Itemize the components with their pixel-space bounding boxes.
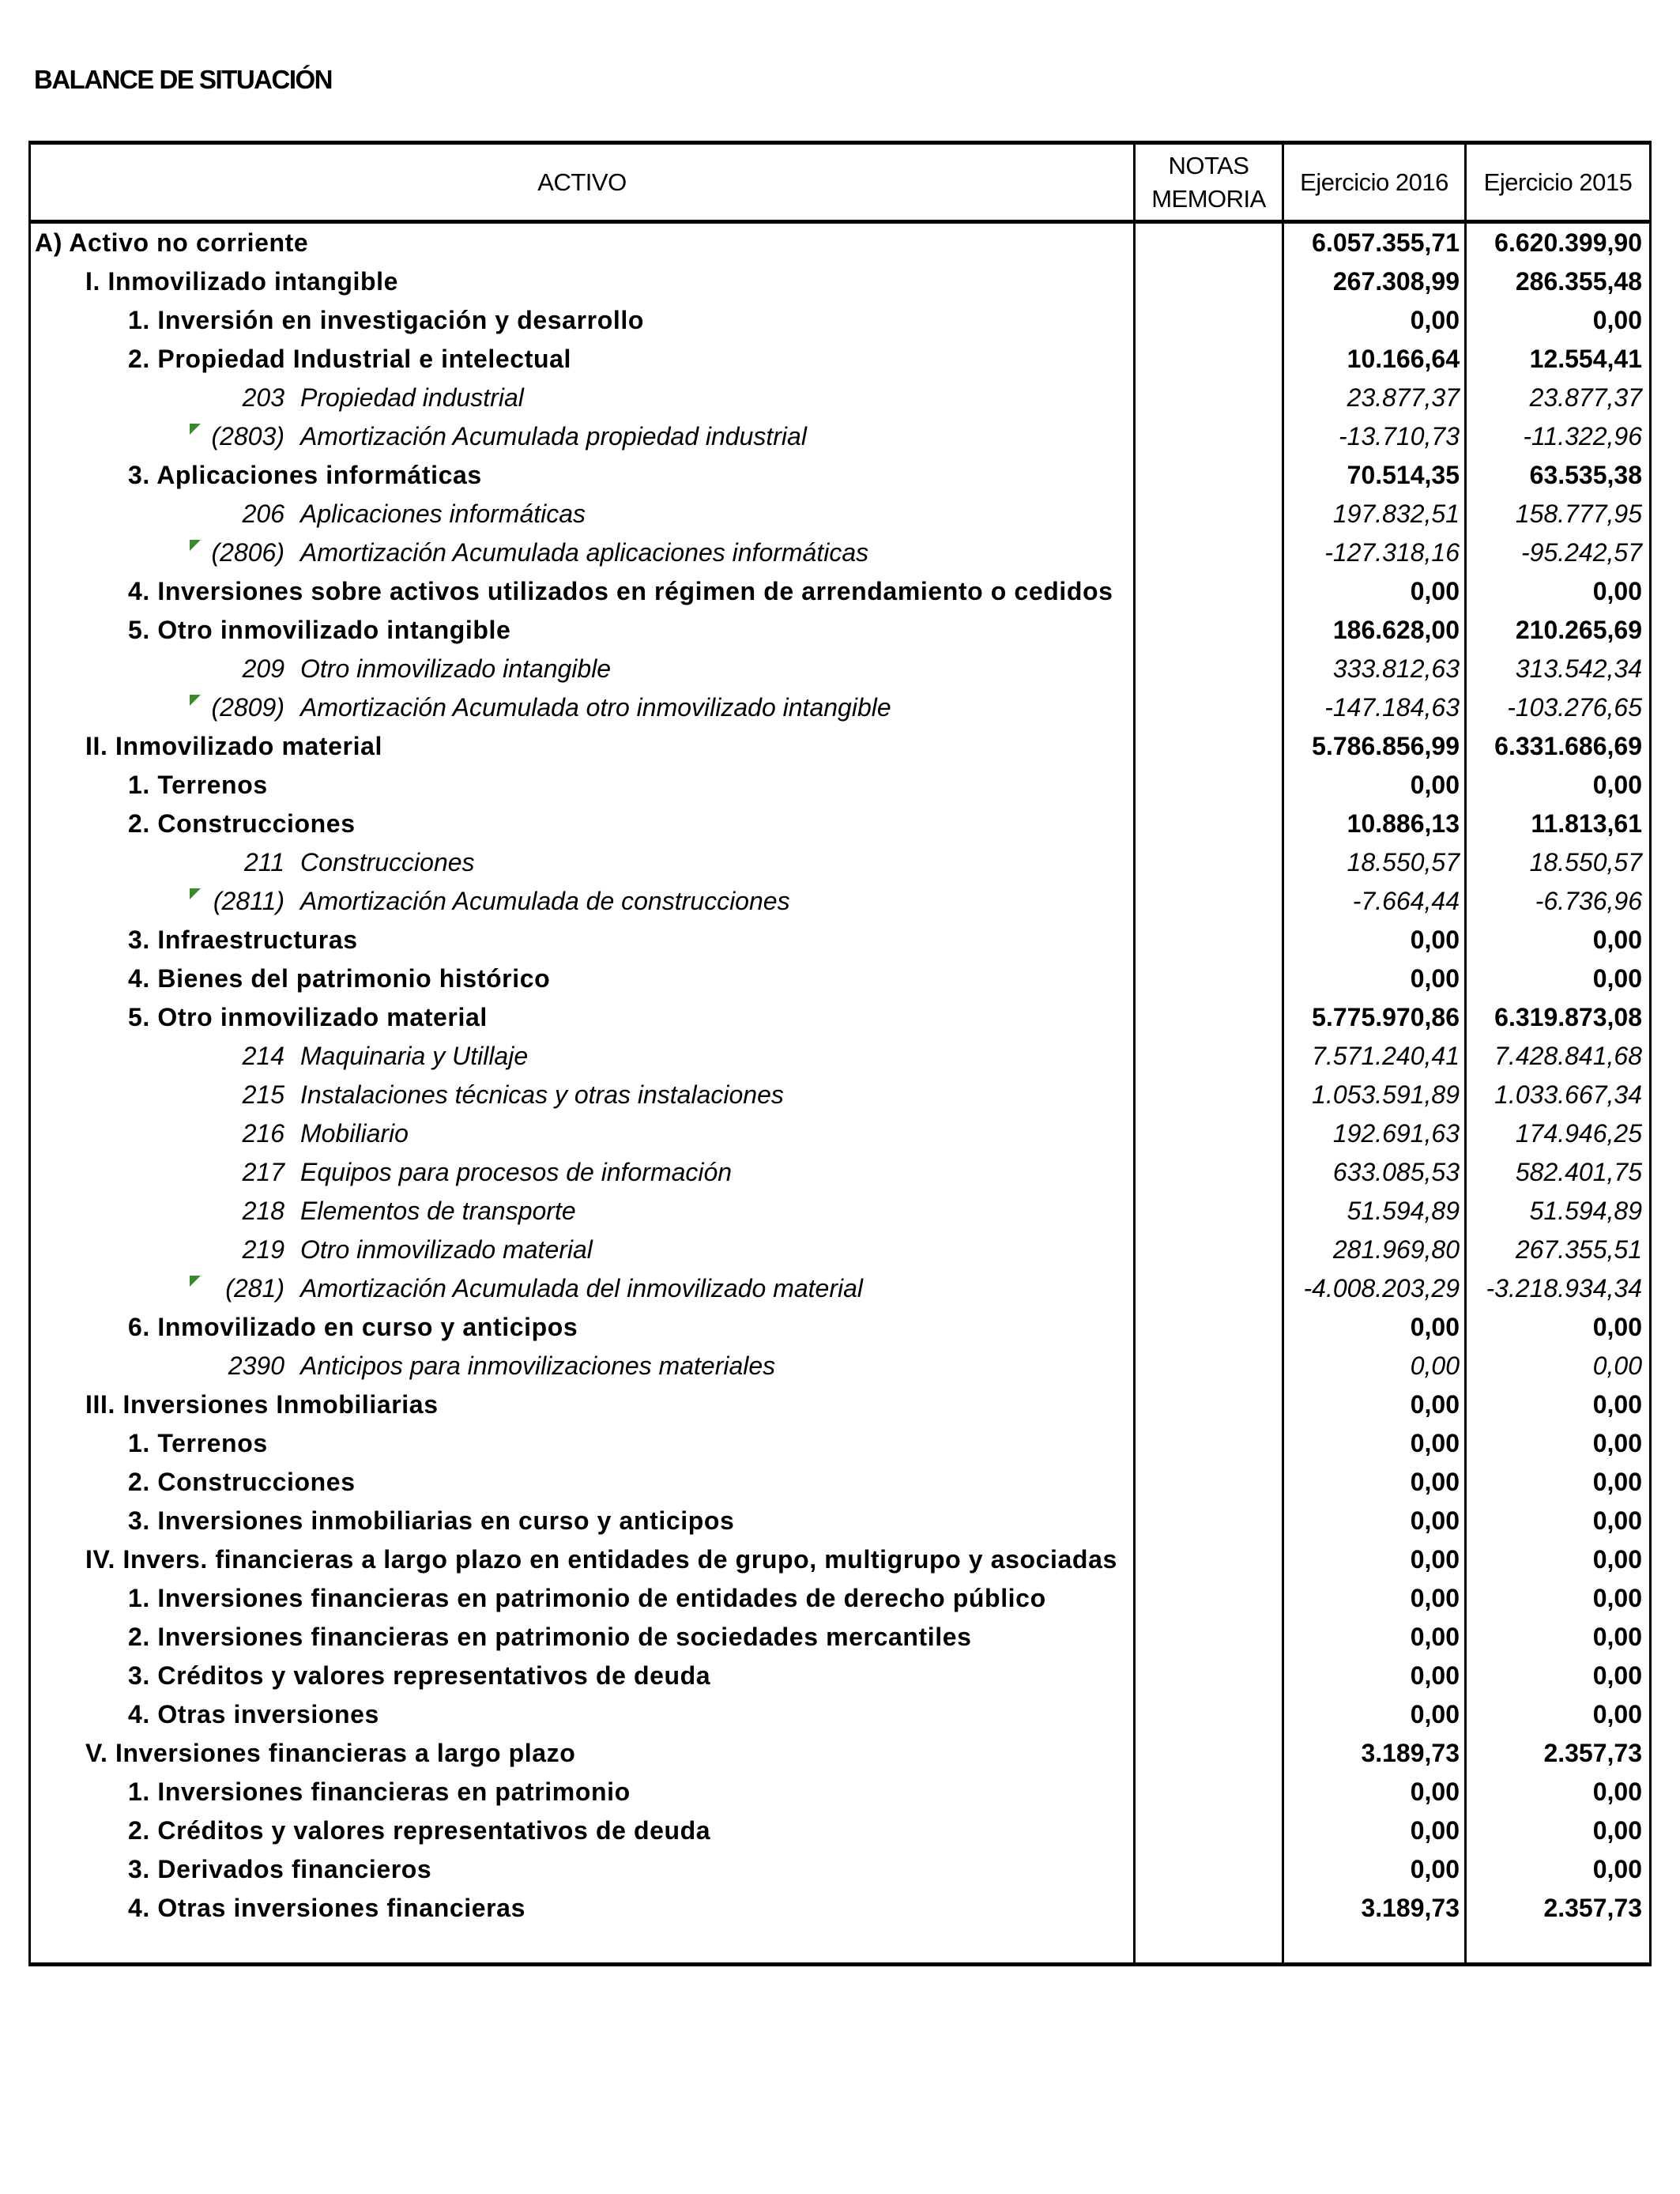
table-row [0, 1308, 1680, 1347]
table-row [0, 1579, 1680, 1618]
value-2015: 2.357,73 [1543, 1894, 1642, 1922]
row-label: Aplicaciones informáticas [300, 499, 586, 528]
value-2015: 0,00 [1592, 1351, 1642, 1380]
table-row [0, 1463, 1680, 1502]
table-row [0, 959, 1680, 998]
value-2016: 0,00 [1410, 1429, 1460, 1457]
value-2016: 0,00 [1410, 1506, 1460, 1535]
row-label: Equipos para procesos de información [300, 1158, 733, 1186]
value-2015: 0,00 [1592, 1468, 1642, 1496]
table-row [0, 766, 1680, 805]
row-label: 1. Inversiones financieras en patrimonio [128, 1777, 631, 1806]
value-2015: 0,00 [1592, 1661, 1642, 1690]
account-code: 2390 [228, 1351, 284, 1380]
row-label: 5. Otro inmovilizado intangible [128, 616, 511, 644]
value-2016: 3.189,73 [1361, 1894, 1460, 1922]
value-2015: -103.276,65 [1507, 693, 1642, 722]
table-row [0, 262, 1680, 301]
value-2016: -147.184,63 [1324, 693, 1460, 722]
row-label: 3. Infraestructuras [128, 925, 358, 954]
table-row [0, 1540, 1680, 1579]
value-2015: 1.033.667,34 [1494, 1080, 1642, 1109]
row-label: Anticipos para inmovilizaciones materiales [300, 1351, 776, 1380]
table-row [0, 1153, 1680, 1192]
value-2016: 10.166,64 [1347, 345, 1460, 373]
value-2016: 0,00 [1410, 1468, 1460, 1496]
row-label: Amortización Acumulada propiedad industrial [300, 422, 807, 450]
table-row [0, 417, 1680, 456]
value-2015: 0,00 [1592, 1390, 1642, 1419]
value-2015: 0,00 [1592, 1545, 1642, 1574]
row-label: I. Inmovilizado intangible [85, 267, 399, 296]
value-2016: 633.085,53 [1332, 1158, 1460, 1186]
value-2015: 313.542,34 [1515, 654, 1642, 683]
value-2015: -6.736,96 [1535, 887, 1642, 915]
value-2016: 186.628,00 [1332, 616, 1460, 644]
balance-rows [0, 224, 1680, 1928]
row-label: Amortización Acumulada de construcciones [300, 887, 790, 915]
value-2015: 158.777,95 [1515, 499, 1642, 528]
value-2016: 5.786.856,99 [1312, 732, 1460, 760]
value-2016: 0,00 [1410, 1584, 1460, 1612]
value-2016: 0,00 [1410, 964, 1460, 993]
row-label: 4. Otras inversiones [128, 1700, 379, 1728]
value-2015: 0,00 [1592, 1623, 1642, 1651]
value-2016: 197.832,51 [1332, 499, 1460, 528]
account-code: 203 [242, 383, 284, 412]
table-row [0, 301, 1680, 340]
value-2015: 2.357,73 [1543, 1739, 1642, 1767]
row-label: Mobiliario [300, 1119, 409, 1148]
value-2015: 0,00 [1592, 1816, 1642, 1845]
row-label: 5. Otro inmovilizado material [128, 1003, 488, 1031]
row-label: Construcciones [300, 848, 475, 876]
value-2016: -7.664,44 [1352, 887, 1460, 915]
row-label: 3. Inversiones inmobiliarias en curso y anticipos [128, 1506, 735, 1535]
row-label: 3. Derivados financieros [128, 1855, 432, 1883]
value-2015: 11.813,61 [1531, 809, 1642, 838]
row-label: Elementos de transporte [300, 1197, 576, 1225]
table-row [0, 1269, 1680, 1308]
table-row [0, 650, 1680, 688]
value-2016: 0,00 [1410, 1777, 1460, 1806]
value-2015: 63.535,38 [1529, 461, 1642, 489]
value-2016: 0,00 [1410, 1545, 1460, 1574]
row-label: A) Activo no corriente [35, 228, 309, 257]
value-2016: 192.691,63 [1332, 1119, 1460, 1148]
value-2016: 0,00 [1410, 577, 1460, 605]
row-label: 3. Créditos y valores representativos de deuda [128, 1661, 711, 1690]
value-2016: 0,00 [1410, 1661, 1460, 1690]
table-row [0, 1502, 1680, 1540]
value-2015: 210.265,69 [1515, 616, 1642, 644]
row-label: 1. Inversión en investigación y desarrollo [128, 306, 644, 334]
row-label: Propiedad industrial [300, 383, 524, 412]
table-row [0, 882, 1680, 921]
account-code: 211 [243, 848, 284, 876]
table-row [0, 456, 1680, 495]
row-label: V. Inversiones financieras a largo plazo [85, 1739, 576, 1767]
table-row [0, 688, 1680, 727]
value-2016: 267.308,99 [1332, 267, 1460, 296]
header-memoria: MEMORIA [1151, 184, 1266, 213]
row-label: 2. Inversiones financieras en patrimonio de sociedades mercantiles [128, 1623, 972, 1651]
value-2015: 0,00 [1592, 925, 1642, 954]
value-2016: 0,00 [1410, 1855, 1460, 1883]
table-row [0, 1811, 1680, 1850]
value-2016: 333.812,63 [1332, 654, 1460, 683]
value-2015: 0,00 [1592, 1313, 1642, 1341]
table-row [0, 379, 1680, 417]
value-2016: 0,00 [1410, 771, 1460, 799]
table-row [0, 572, 1680, 611]
table-row [0, 1695, 1680, 1734]
value-2015: 0,00 [1592, 771, 1642, 799]
row-label: 3. Aplicaciones informáticas [128, 461, 482, 489]
row-label: Maquinaria y Utillaje [300, 1042, 529, 1070]
row-label: 2. Propiedad Industrial e intelectual [128, 345, 571, 373]
value-2015: -95.242,57 [1520, 538, 1642, 567]
row-label: 4. Otras inversiones financieras [128, 1894, 525, 1922]
value-2015: 18.550,57 [1529, 848, 1642, 876]
row-label: IV. Invers. financieras a largo plazo en entidades de grupo, multigrupo y asociadas [85, 1545, 1117, 1574]
value-2016: 0,00 [1410, 1390, 1460, 1419]
value-2015: 6.319.873,08 [1494, 1003, 1642, 1031]
value-2016: -127.318,16 [1324, 538, 1460, 567]
value-2016: 6.057.355,71 [1312, 228, 1460, 257]
table-row [0, 1347, 1680, 1385]
row-label: 1. Inversiones financieras en patrimonio de entidades de derecho público [128, 1584, 1046, 1612]
value-2016: 0,00 [1410, 925, 1460, 954]
table-row [0, 1850, 1680, 1889]
value-2016: 3.189,73 [1361, 1739, 1460, 1767]
account-code: 215 [242, 1080, 284, 1109]
table-row [0, 998, 1680, 1037]
row-label: Amortización Acumulada del inmovilizado material [300, 1274, 864, 1302]
value-2015: 6.620.399,90 [1494, 228, 1642, 257]
value-2015: 267.355,51 [1515, 1235, 1642, 1264]
account-code: 206 [242, 499, 284, 528]
header-ejercicio-2016: Ejercicio 2016 [1300, 168, 1448, 196]
row-label: Otro inmovilizado material [300, 1235, 593, 1264]
value-2016: 1.053.591,89 [1312, 1080, 1460, 1109]
row-label: 2. Construcciones [128, 809, 356, 838]
value-2015: -11.322,96 [1523, 422, 1642, 450]
table-row [0, 1037, 1680, 1076]
row-label: II. Inmovilizado material [85, 732, 382, 760]
table-row [0, 1889, 1680, 1928]
value-2015: 6.331.686,69 [1494, 732, 1642, 760]
value-2016: 0,00 [1410, 306, 1460, 334]
table-row [0, 340, 1680, 379]
row-label: 2. Créditos y valores representativos de deuda [128, 1816, 711, 1845]
table-row [0, 533, 1680, 572]
value-2016: -4.008.203,29 [1303, 1274, 1460, 1302]
table-row [0, 611, 1680, 650]
table-row [0, 1424, 1680, 1463]
value-2015: 0,00 [1592, 306, 1642, 334]
value-2015: 0,00 [1592, 1506, 1642, 1535]
row-label: 1. Terrenos [128, 771, 268, 799]
table-row [0, 921, 1680, 959]
account-code: (2809) [211, 693, 284, 722]
account-code: 219 [242, 1235, 284, 1264]
table-row [0, 1734, 1680, 1773]
account-code: (2811) [213, 887, 284, 915]
table-row [0, 495, 1680, 533]
value-2016: 7.571.240,41 [1312, 1042, 1460, 1070]
account-code: (2806) [211, 538, 284, 567]
header-ejercicio-2015: Ejercicio 2015 [1483, 168, 1633, 196]
value-2016: 23.877,37 [1347, 383, 1460, 412]
value-2015: 0,00 [1592, 577, 1642, 605]
page-title: BALANCE DE SITUACIÓN [34, 65, 333, 94]
value-2015: 582.401,75 [1515, 1158, 1642, 1186]
row-label: 4. Inversiones sobre activos utilizados en régimen de arrendamiento o cedidos [128, 577, 1113, 605]
table-row [0, 1618, 1680, 1657]
value-2015: 0,00 [1592, 964, 1642, 993]
row-label: Otro inmovilizado intangible [300, 654, 612, 683]
table-row [0, 1231, 1680, 1269]
account-code: 209 [242, 654, 284, 683]
table-row [0, 805, 1680, 843]
table-row [0, 727, 1680, 766]
value-2016: 0,00 [1410, 1623, 1460, 1651]
value-2016: 18.550,57 [1347, 848, 1460, 876]
header-notas-memoria [1136, 145, 1282, 220]
value-2015: 286.355,48 [1515, 267, 1642, 296]
value-2016: 0,00 [1410, 1700, 1460, 1728]
table-row [0, 1657, 1680, 1695]
row-label: 4. Bienes del patrimonio histórico [128, 964, 551, 993]
row-label: 6. Inmovilizado en curso y anticipos [128, 1313, 578, 1341]
value-2015: 0,00 [1592, 1700, 1642, 1728]
value-2016: 0,00 [1410, 1313, 1460, 1341]
value-2016: 0,00 [1410, 1351, 1460, 1380]
account-code: 214 [242, 1042, 284, 1070]
value-2016: -13.710,73 [1338, 422, 1460, 450]
value-2015: 0,00 [1592, 1584, 1642, 1612]
row-label: 1. Terrenos [128, 1429, 268, 1457]
value-2015: 23.877,37 [1529, 383, 1642, 412]
header-notas: NOTAS [1168, 151, 1249, 179]
value-2015: 12.554,41 [1529, 345, 1642, 373]
value-2015: 174.946,25 [1515, 1119, 1642, 1148]
value-2016: 5.775.970,86 [1312, 1003, 1460, 1031]
table-row [0, 1773, 1680, 1811]
account-code: 217 [242, 1158, 284, 1186]
row-label: Instalaciones técnicas y otras instalaciones [300, 1080, 784, 1109]
account-code: (2803) [211, 422, 284, 450]
row-label: 2. Construcciones [128, 1468, 356, 1496]
account-code: 218 [242, 1197, 284, 1225]
value-2016: 70.514,35 [1347, 461, 1460, 489]
value-2016: 10.886,13 [1347, 809, 1460, 838]
value-2015: 51.594,89 [1529, 1197, 1642, 1225]
account-code: (281) [225, 1274, 284, 1302]
row-label: Amortización Acumulada aplicaciones informáticas [300, 538, 869, 567]
table-row [0, 1114, 1680, 1153]
row-label: III. Inversiones Inmobiliarias [85, 1390, 439, 1419]
table-row [0, 1192, 1680, 1231]
header-activo: ACTIVO [537, 168, 627, 196]
table-row [0, 1385, 1680, 1424]
value-2015: 0,00 [1592, 1777, 1642, 1806]
table-row [0, 1076, 1680, 1114]
value-2015: 7.428.841,68 [1494, 1042, 1642, 1070]
row-label: Amortización Acumulada otro inmovilizado intangible [300, 693, 891, 722]
value-2016: 51.594,89 [1347, 1197, 1460, 1225]
value-2015: 0,00 [1592, 1855, 1642, 1883]
table-row [0, 843, 1680, 882]
table-row [0, 224, 1680, 262]
value-2016: 0,00 [1410, 1816, 1460, 1845]
value-2015: 0,00 [1592, 1429, 1642, 1457]
account-code: 216 [242, 1119, 284, 1148]
value-2016: 281.969,80 [1332, 1235, 1460, 1264]
value-2015: -3.218.934,34 [1486, 1274, 1642, 1302]
